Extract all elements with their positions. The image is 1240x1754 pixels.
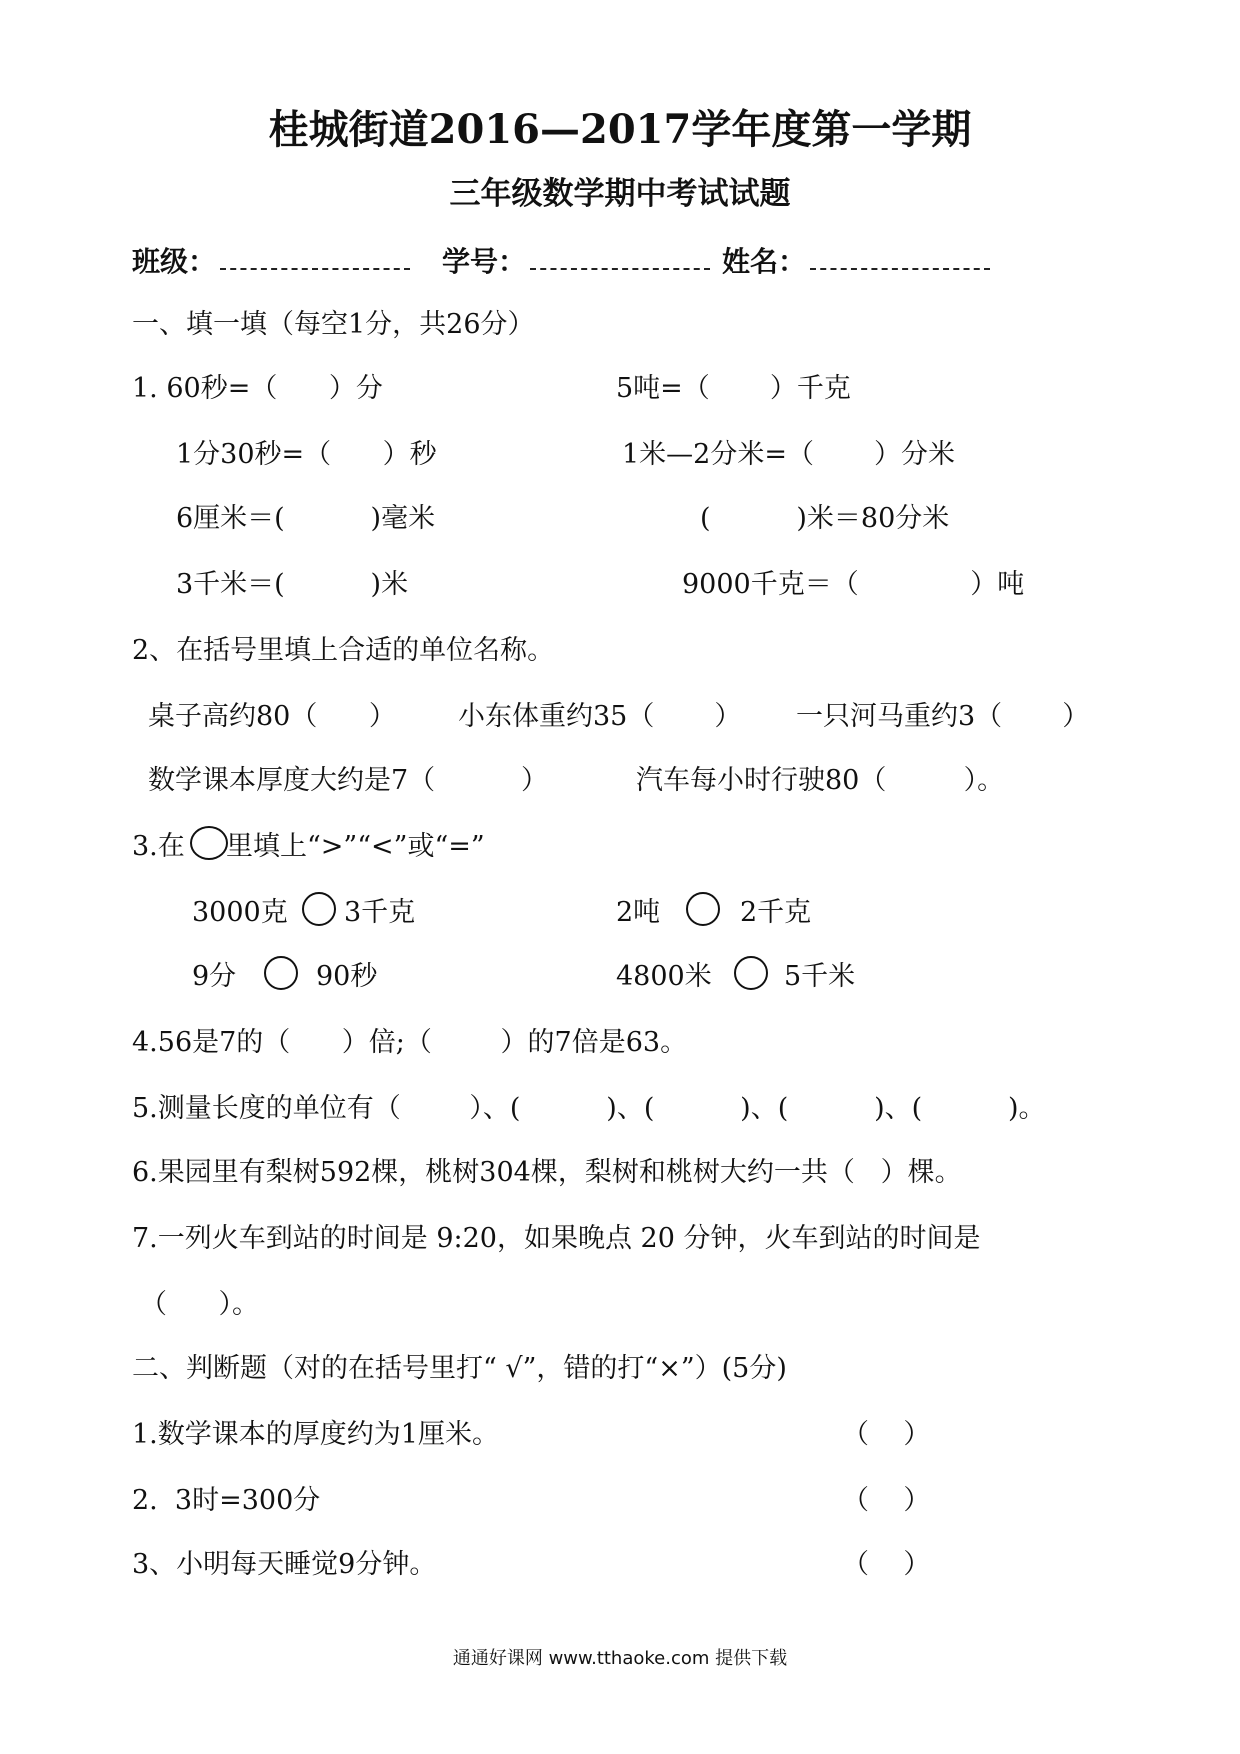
q7-line1: 7.一列火车到站的时间是 9:20，如果晚点 20 分钟，火车到站的时间是 — [132, 1223, 981, 1254]
judge-bracket-2[interactable]: （ ） — [842, 1485, 931, 1516]
judge-item-1: 1.数学课本的厚度约为1厘米。 — [132, 1419, 499, 1450]
q3-a-left: 3000克 — [192, 897, 288, 928]
q1-h: 9000千克＝（ ）吨 — [682, 569, 1025, 600]
circle-icon — [190, 826, 228, 860]
q3-d-right: 5千米 — [784, 961, 856, 992]
q3-a-right: 3千克 — [344, 897, 416, 928]
footer-source: 通通好课网 www.tthaoke.com 提供下载 — [452, 1648, 788, 1669]
q5: 5.测量长度的单位有（ ）、( )、( )、( )、( )。 — [132, 1093, 1046, 1124]
q3-prefix: 3.在 — [132, 831, 185, 862]
q4: 4.56是7的（ ）倍;（ ）的7倍是63。 — [132, 1027, 688, 1058]
number-label: 学号： — [442, 245, 527, 278]
q3-c-right: 90秒 — [316, 961, 378, 992]
q3-c-circle[interactable] — [264, 956, 298, 990]
q2-d: 数学课本厚度大约是7（ ） — [148, 765, 549, 796]
q2-b: 小东体重约35（ ） — [458, 701, 742, 732]
q2-e: 汽车每小时行驶80（ ）。 — [636, 765, 1005, 796]
q1-e: 6厘米＝( )毫米 — [176, 503, 436, 534]
name-blank[interactable] — [810, 268, 990, 270]
q1-b: 5吨=（ ）千克 — [616, 373, 851, 404]
judge-bracket-1[interactable]: （ ） — [842, 1419, 931, 1450]
q7-line2: （ ）。 — [140, 1289, 259, 1320]
q3-c-left: 9分 — [192, 961, 237, 992]
name-label: 姓名： — [722, 245, 807, 278]
q3-b-right: 2千克 — [740, 897, 812, 928]
class-label: 班级： — [132, 245, 217, 278]
exam-title: 桂城街道2016—2017学年度第一学期 — [268, 106, 972, 153]
q3-suffix: 里填上“>”“<”或“=” — [226, 831, 485, 862]
class-blank[interactable] — [220, 268, 410, 270]
q3-b-circle[interactable] — [686, 892, 720, 926]
exam-subtitle: 三年级数学期中考试试题 — [449, 176, 791, 212]
q3-d-left: 4800米 — [616, 961, 712, 992]
q3-a-circle[interactable] — [302, 892, 336, 926]
q1-g: 3千米＝( )米 — [176, 569, 409, 600]
q2-c: 一只河马重约3（ ） — [796, 701, 1090, 732]
judge-item-2: 2. 3时=300分 — [132, 1485, 321, 1516]
judge-item-3: 3、小明每天睡觉9分钟。 — [132, 1549, 437, 1580]
q3-d-circle[interactable] — [734, 956, 768, 990]
section2-heading: 二、判断题（对的在括号里打“ √”，错的打“×”）(5分) — [132, 1353, 787, 1384]
section1-heading: 一、填一填（每空1分，共26分） — [132, 309, 535, 340]
q1-d: 1米—2分米=（ ）分米 — [622, 439, 956, 470]
q1-c: 1分30秒=（ ）秒 — [176, 439, 437, 470]
q2-text: 2、在括号里填上合适的单位名称。 — [132, 635, 555, 666]
q2-a: 桌子高约80（ ） — [148, 701, 396, 732]
judge-bracket-3[interactable]: （ ） — [842, 1549, 931, 1580]
q3-b-left: 2吨 — [616, 897, 661, 928]
number-blank[interactable] — [530, 268, 710, 270]
q1-f: ( )米＝80分米 — [700, 503, 950, 534]
q1-a: 1. 60秒=（ ）分 — [132, 373, 383, 404]
q6: 6.果园里有梨树592棵，桃树304棵，梨树和桃树大约一共（ ）棵。 — [132, 1157, 962, 1188]
